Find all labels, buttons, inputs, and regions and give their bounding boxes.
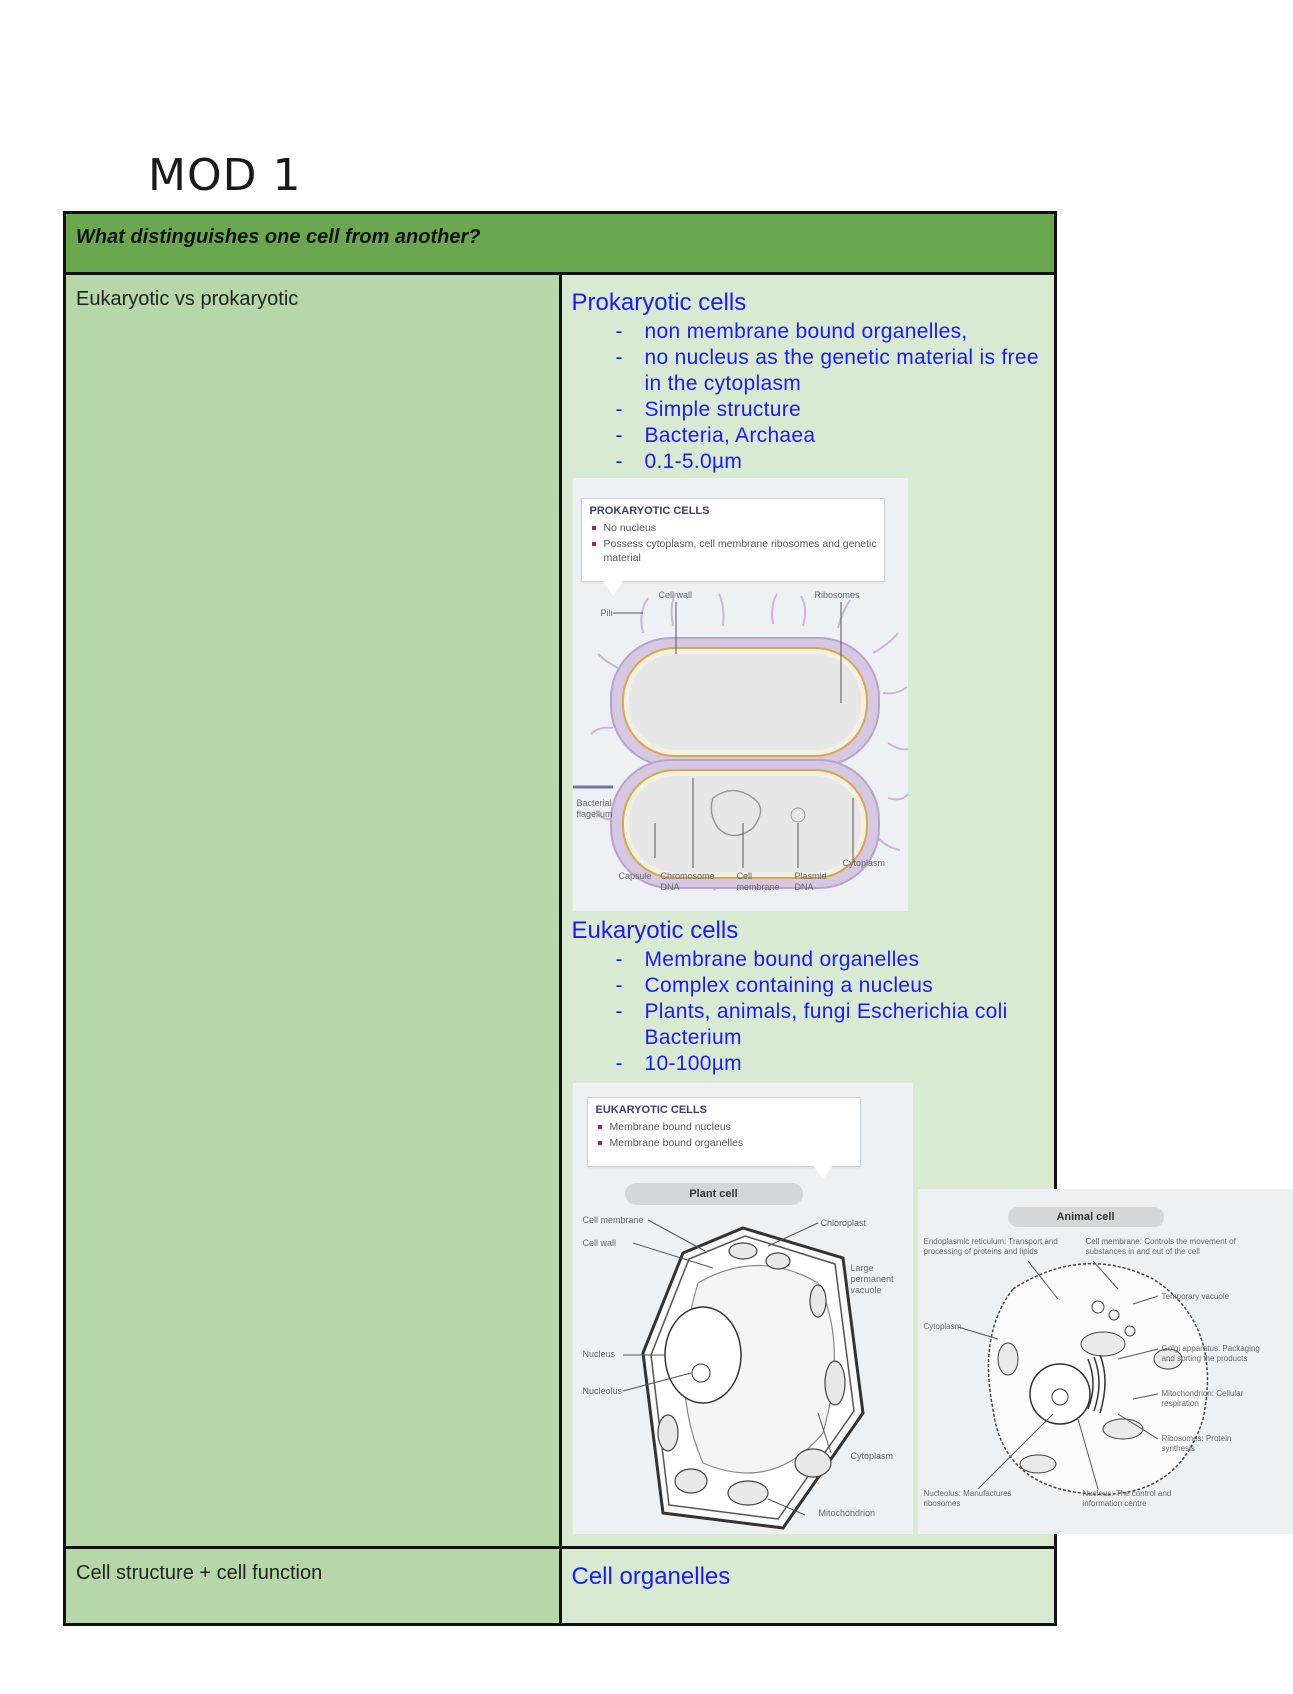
- info-box-title: PROKARYOTIC CELLS: [589, 505, 710, 517]
- label-nucleus-animal: Nucleus: The control and information centre: [1082, 1489, 1172, 1508]
- prokaryotic-heading: Prokaryotic cells: [571, 289, 747, 316]
- list-item: - non membrane bound organelles,: [616, 319, 1045, 345]
- label-mitochondrion: Mitochondrion: [818, 1508, 876, 1518]
- label-cell-membrane: Cell membrane: [736, 871, 780, 892]
- list-item: - 10-100µm: [616, 1051, 1045, 1077]
- label-cell-wall: Cell wall: [658, 590, 693, 600]
- animal-cell-figure: [918, 1189, 1293, 1534]
- notes-table: [63, 211, 1260, 1626]
- plant-cell-pill: Plant cell: [625, 1183, 803, 1205]
- row-content: [560, 1548, 1056, 1625]
- info-box-title: EUKARYOTIC CELLS: [595, 1104, 707, 1116]
- label-golgi: Golgi apparatus: Packaging and sorting the products: [1161, 1344, 1260, 1363]
- eukaryotic-bullets: [572, 947, 1045, 1077]
- label-plasmid: Plasmid DNA: [794, 871, 827, 892]
- label-animal-cytoplasm: Cytoplasm: [923, 1322, 962, 1331]
- label-mitochondrion-animal: Mitochondrion: Cellular respiration: [1161, 1389, 1244, 1408]
- row-content: [560, 274, 1260, 1548]
- info-box-item: Membrane bound organelles: [598, 1136, 860, 1150]
- list-item: - 0.1-5.0µm: [616, 449, 1045, 475]
- bacteria-illustration: [573, 478, 908, 911]
- prokaryotic-cell-figure: [573, 478, 908, 911]
- label-animal-cell-membrane: Cell membrane: Controls the movement of substances in and out of the cell: [1085, 1237, 1236, 1256]
- eukaryotic-heading: Eukaryotic cells: [571, 917, 739, 944]
- label-plant-cell-membrane: Cell membrane: [582, 1215, 644, 1225]
- list-item: - Bacteria, Archaea: [616, 423, 1045, 449]
- label-capsule: Capsule: [618, 871, 652, 881]
- table-row: [65, 274, 1056, 1548]
- label-chromosome: Chromosome DNA: [660, 871, 715, 892]
- eukaryotic-figures: [572, 1079, 1260, 1534]
- table-header-row: [65, 213, 1056, 274]
- prokaryotic-bullets: [572, 319, 1045, 475]
- label-chloroplast: Chloroplast: [820, 1218, 867, 1228]
- label-plant-cytoplasm: Cytoplasm: [850, 1451, 894, 1461]
- cell-organelles-heading: Cell organelles: [571, 1563, 731, 1590]
- info-box-item: Possess cytoplasm, cell membrane ribosomes and genetic material: [592, 537, 884, 565]
- list-item: - no nucleus as the genetic material is free in the cytoplasm: [616, 345, 1045, 397]
- label-vacuole: Large permanent vacuole: [850, 1263, 894, 1295]
- info-box-item: No nucleus: [592, 521, 884, 535]
- list-item: - Complex containing a nucleus: [616, 973, 1045, 999]
- label-er: Endoplasmic reticulum: Transport and processing of proteins and lipids: [923, 1237, 1058, 1256]
- label-cytoplasm: Cytoplasm: [842, 858, 886, 868]
- list-item: - Membrane bound organelles: [616, 947, 1045, 973]
- label-temporary-vacuole: Temporary vacuole: [1161, 1292, 1230, 1301]
- table-header: What distinguishes one cell from another?: [65, 213, 1056, 274]
- plant-cell-figure: [573, 1083, 913, 1534]
- list-item: - Simple structure: [616, 397, 1045, 423]
- label-nucleus: Nucleus: [582, 1349, 616, 1359]
- list-item: - Plants, animals, fungi Escherichia coli Bacterium: [616, 999, 1045, 1051]
- label-ribosomes-animal: Ribosomes: Protein synthesis: [1161, 1434, 1232, 1453]
- label-nucleolus: Nucleolus: [582, 1386, 623, 1396]
- plant-cell-illustration: [573, 1083, 913, 1534]
- table-row: [65, 1548, 1056, 1625]
- row-label: Cell structure + cell function: [65, 1548, 561, 1625]
- document-title: MOD 1: [148, 150, 302, 201]
- label-nucleolus-animal: Nucleolus: Manufactures ribosomes: [923, 1489, 1012, 1508]
- label-plant-cell-wall: Cell wall: [582, 1238, 617, 1248]
- label-flagellum: Bacterial flagellum: [576, 798, 613, 819]
- label-ribosomes: Ribosomes: [814, 590, 860, 600]
- label-pili: Pili: [600, 608, 613, 618]
- row-label: Eukaryotic vs prokaryotic: [65, 274, 561, 1548]
- animal-cell-pill: Animal cell: [1008, 1207, 1164, 1227]
- info-box-item: Membrane bound nucleus: [598, 1120, 860, 1134]
